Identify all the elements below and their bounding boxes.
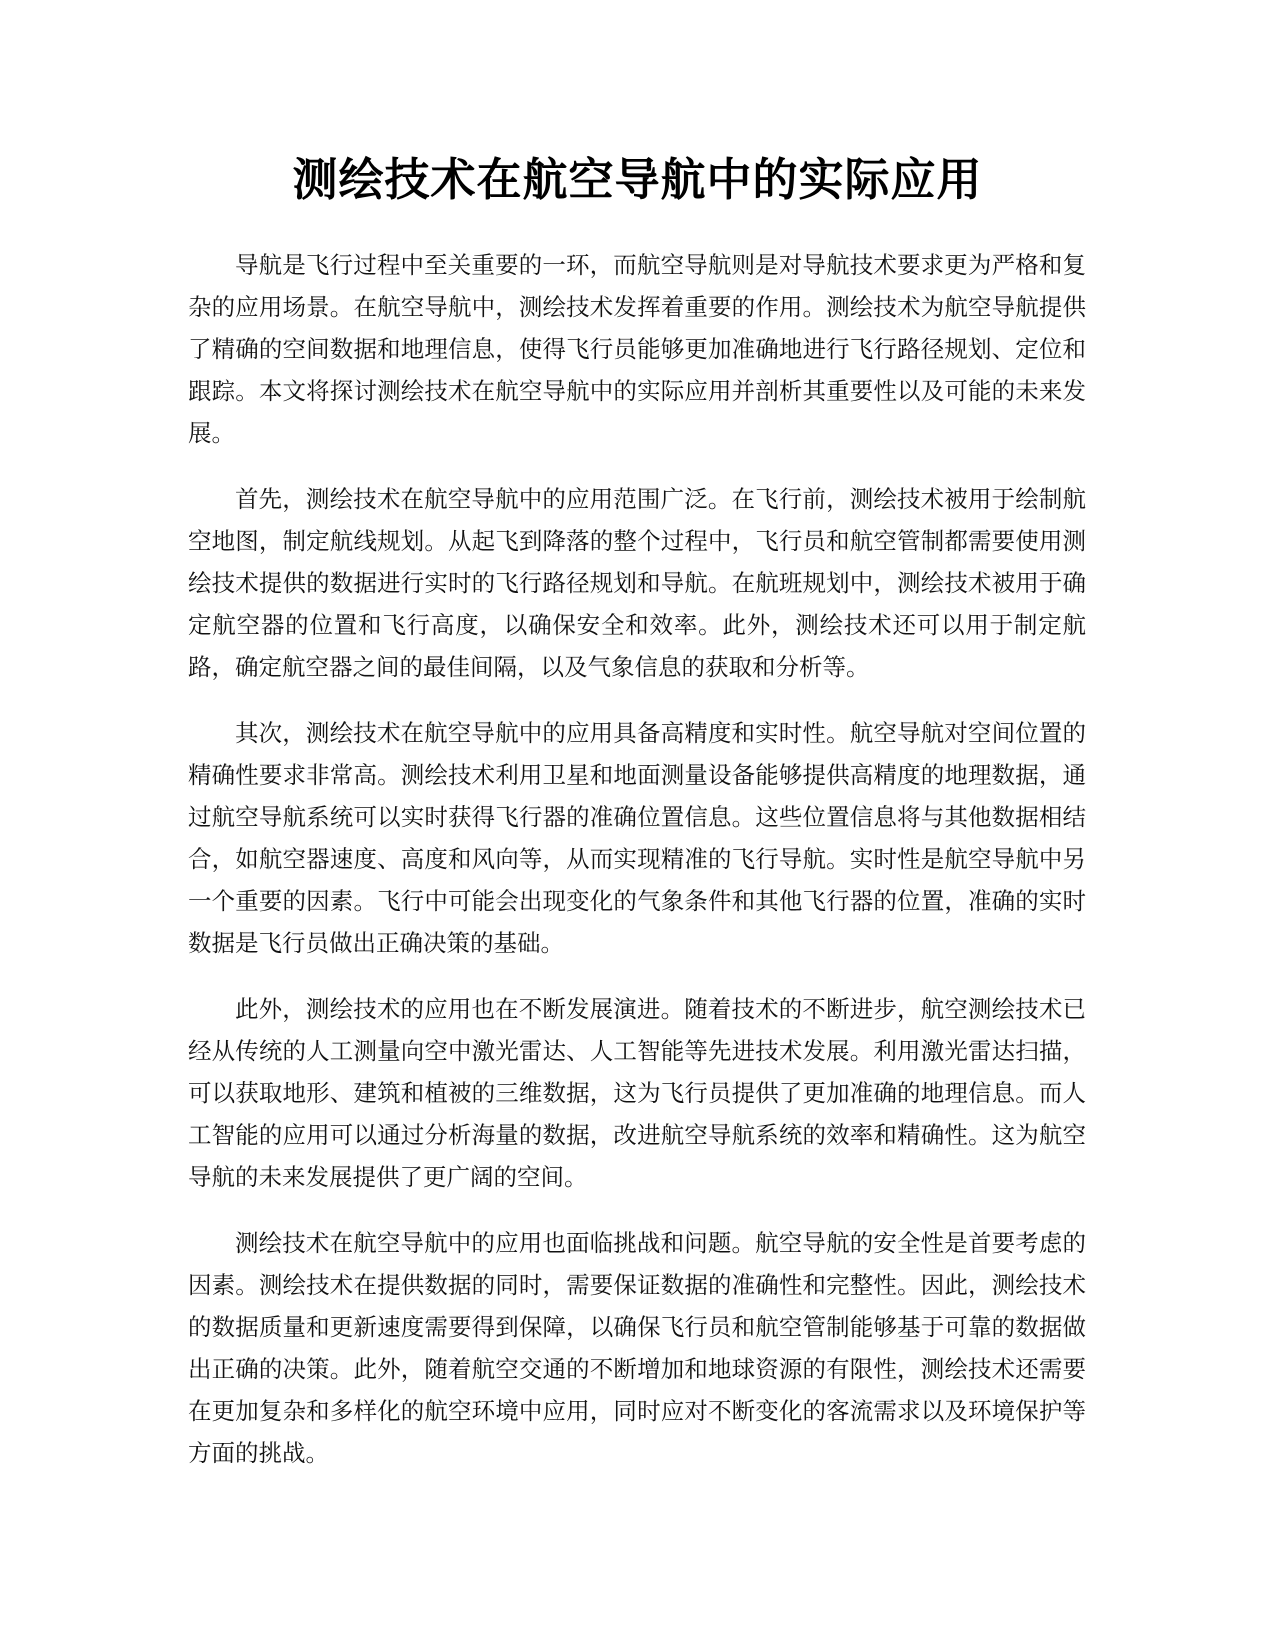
page-title: 测绘技术在航空导航中的实际应用 [292, 153, 983, 206]
paragraph-challenges: 测绘技术在航空导航中的应用也面临挑战和问题。航空导航的安全性是首要考虑的因素。测绘技术在提供数据的同时，需要保证数据的准确性和完整性。因此，测绘技术的数据质量和更新速度需要得到保障，以确保飞行员和航空管制能够基于可靠的数据做出正确的决策。此外，随着航空交通的不断增加和地球资源的有限性，测绘技术还需要在更加复杂和多样化的航空环境中应用，同时应对不断变化的客流需求以及环境保护等方面的挑战。 [188, 1229, 1086, 1467]
paragraph-scope: 首先，测绘技术在航空导航中的应用范围广泛。在飞行前，测绘技术被用于绘制航空地图，制定航线规划。从起飞到降落的整个过程中，飞行员和航空管制都需要使用测绘技术提供的数据进行实时的飞行路径规划和导航。在航班规划中，测绘技术被用于确定航空器的位置和飞行高度，以确保安全和效率。此外，测绘技术还可以用于制定航路，确定航空器之间的最佳间隔，以及气象信息的获取和分析等。 [188, 485, 1086, 681]
document-body [188, 244, 1086, 1498]
paragraph-development: 此外，测绘技术的应用也在不断发展演进。随着技术的不断进步，航空测绘技术已经从传统的人工测量向空中激光雷达、人工智能等先进技术发展。利用激光雷达扫描，可以获取地形、建筑和植被的三维数据，这为飞行员提供了更加准确的地理信息。而人工智能的应用可以通过分析海量的数据，改进航空导航系统的效率和精确性。这为航空导航的未来发展提供了更广阔的空间。 [188, 995, 1086, 1191]
paragraph-precision: 其次，测绘技术在航空导航中的应用具备高精度和实时性。航空导航对空间位置的精确性要求非常高。测绘技术利用卫星和地面测量设备能够提供高精度的地理数据，通过航空导航系统可以实时获得飞行器的准确位置信息。这些位置信息将与其他数据相结合，如航空器速度、高度和风向等，从而实现精准的飞行导航。实时性是航空导航中另一个重要的因素。飞行中可能会出现变化的气象条件和其他飞行器的位置，准确的实时数据是飞行员做出正确决策的基础。 [188, 719, 1086, 957]
paragraph-intro: 导航是飞行过程中至关重要的一环，而航空导航则是对导航技术要求更为严格和复杂的应用场景。在航空导航中，测绘技术发挥着重要的作用。测绘技术为航空导航提供了精确的空间数据和地理信息，使得飞行员能够更加准确地进行飞行路径规划、定位和跟踪。本文将探讨测绘技术在航空导航中的实际应用并剖析其重要性以及可能的未来发展。 [188, 251, 1086, 447]
